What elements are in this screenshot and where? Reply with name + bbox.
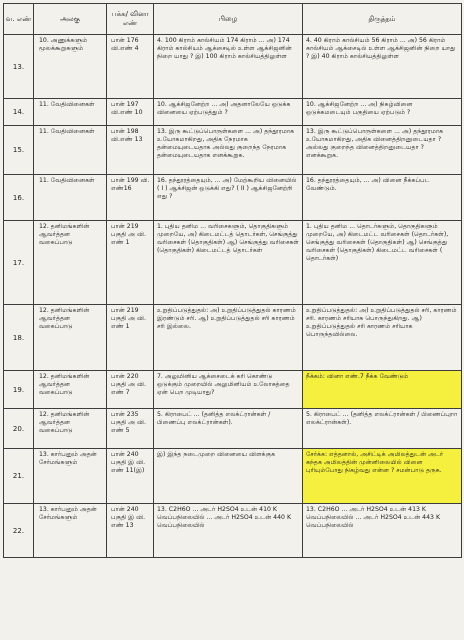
error-cell: 5. கிராபைட் ... (தனித்த எலக்ட்ரான்கள் / பிணைப்பு எலக்ட்ரான்கள்). <box>154 409 303 449</box>
header-page-question: பக்க/ வினா எண் <box>107 4 154 35</box>
header-lesson: அலகு <box>34 4 107 35</box>
correction-cell: சேர்க்க: எத்தனால், அசிட்டிக் அமிலத்துடன் அடர் கந்தக அமிலத்தின் முன்னிலையில் வினை புரியும்போது நிகழ்வது என்ன ? சமன்பாடு தருக. <box>303 449 462 504</box>
lesson-cell: 11. வேதிவினைகள் <box>34 175 107 221</box>
page-question-cell: பான் 219 பகுதி அ வி. எண் 1 <box>107 221 154 305</box>
header-correction: திருத்தம் <box>303 4 462 35</box>
error-cell: 4. 100 கிராம் கால்சியம் 174 கிராம் ... அ) 174 கிராம் கால்சியம் ஆக்சைடில் உள்ள ஆக்சிஜனின் நிறை யாது ? இ) 100 கிராம் கால்சியத்திலுள்ள <box>154 35 303 99</box>
header-row <box>4 4 462 35</box>
error-cell: இ) இந்த நடைமுறை வினையை விளக்குக <box>154 449 303 504</box>
serial-number-cell: 16. <box>4 175 34 221</box>
lesson-cell: 12. தனிமங்களின் ஆவர்த்தன வகைப்பாடு <box>34 409 107 449</box>
page-question-cell: பான் 219 பகுதி அ வி. எண் 1 <box>107 305 154 371</box>
serial-number-cell: 19. <box>4 371 34 409</box>
table-row <box>4 305 462 371</box>
table-row <box>4 504 462 558</box>
serial-number-cell: 20. <box>4 409 34 449</box>
serial-number-cell: 18. <box>4 305 34 371</box>
header-serial-number: வ. எண் <box>4 4 34 35</box>
correction-cell: 13. C2H6O ... அடர் H2SO4 உடன் 413 K வெப்பநிலையில் ... அடர் H2SO4 உடன் 443 K வெப்பநிலையில் <box>303 504 462 558</box>
error-cell: 13. C2H6O ... அடர் H2SO4 உடன் 410 K வெப்பநிலையில் ... அடர் H2SO4 உடன் 440 K வெப்பநிலையில் <box>154 504 303 558</box>
page-question-cell: பான் 235 பகுதி அ வி. எண் 5 <box>107 409 154 449</box>
table-row <box>4 126 462 175</box>
lesson-cell: 10. அணுக்களும் மூலக்கூறுகளும் <box>34 35 107 99</box>
lesson-cell: 12. தனிமங்களின் ஆவர்த்தன வகைப்பாடு <box>34 305 107 371</box>
correction-cell: 4. 40 கிராம் கால்சியம் 56 கிராம் ... அ) 56 கிராம் கால்சியம் ஆக்சைடில் உள்ள ஆக்சிஜனின் நிறை யாது ? இ) 40 கிராம் கால்சியத்திலுள்ள <box>303 35 462 99</box>
lesson-cell: 13. கார்பனும் அதன் சேர்மங்களும் <box>34 504 107 558</box>
correction-cell: 5. கிராபைட் ... (தனித்த எலக்ட்ரான்கள் / பிணைப்புறா எலக்ட்ரான்கள்). <box>303 409 462 449</box>
error-cell: 1. புதிய தனிம ... வரிசைகளும், தொகுதிகளும் முறையே, அ) கிடைமட்டத் தொடர்கள், செங்குத்து வரிசைகள் (தொகுதிகள்) ஆ) செங்குத்து வரிசைகள் (தொகுதிகள்) கிடைமட்டத் தொடர்கள் <box>154 221 303 305</box>
page-question-cell: பான் 176 வி.எண் 4 <box>107 35 154 99</box>
correction-cell: 10. ஆக்சிஜனேற்ற ... அ) நிகழ்வினை ஒடுக்கமடையும் பகுதியை ஏற்படும் ? <box>303 99 462 126</box>
correction-cell: உறுதிப்படுத்துதல்: அ) உறுதிப்படுத்துதல் சரி, காரணம் சரி. காரணம் சரியாக பொருந்துகிறது. ஆ) உறுதிப்படுத்துதல் சரி காரணம் சரியாக பொருந்தவில்லை. <box>303 305 462 371</box>
lesson-cell: 13. கார்பனும் அதன் சேர்மங்களும் <box>34 449 107 504</box>
page-question-cell: பான் 220 பகுதி அ வி. எண் 7 <box>107 371 154 409</box>
serial-number-cell: 17. <box>4 221 34 305</box>
page-question-cell: பான் 240 பகுதி இ வி. எண் 11(இ) <box>107 449 154 504</box>
serial-number-cell: 13. <box>4 35 34 99</box>
lesson-cell: 11. வேதிவினைகள் <box>34 99 107 126</box>
correction-cell: 16. தந்தூரத்தையும், ... அ) வினை நீக்கப்பட வேண்டும். <box>303 175 462 221</box>
table-row <box>4 449 462 504</box>
serial-number-cell: 15. <box>4 126 34 175</box>
page-question-cell: பான் 199 வி. எண்16 <box>107 175 154 221</box>
table-row <box>4 221 462 305</box>
errata-table <box>3 3 462 558</box>
table-row <box>4 35 462 99</box>
page-question-cell: பான் 240 பகுதி இ வி. எண் 13 <box>107 504 154 558</box>
lesson-cell: 11. வேதிவினைகள் <box>34 126 107 175</box>
serial-number-cell: 14. <box>4 99 34 126</box>
error-cell: உறுதிப்படுத்துதல்: அ) உறுதிப்படுத்துதல் காரணம் இரண்டும் சரி. ஆ) உறுதிப்படுத்துதல் சரி காரணம் சரி இல்லை. <box>154 305 303 371</box>
lesson-cell: 12. தனிமங்களின் ஆவர்த்தன வகைப்பாடு <box>34 371 107 409</box>
page-question-cell: பான் 197 வி.எண் 10 <box>107 99 154 126</box>
error-cell: 13. இரு கூட்டுப்பொருள்களை ... அ) தந்தூரமாக உயோகமாகிறது, அதிக நேரமாக தன்மையுடையதாக அல்லது குறைந்த நேரமாக தன்மையுடையதாக எனக்கூறுக. <box>154 126 303 175</box>
table-row <box>4 99 462 126</box>
serial-number-cell: 21. <box>4 449 34 504</box>
error-cell: 16. தந்தூரத்தையும், ... அ) மேற்கூறிய வினையில் ( I ) ஆக்சிஜன் ஒடுக்கி எது? ( II ) ஆக்சிஜனேற்றி எது ? <box>154 175 303 221</box>
correction-cell: 1. புதிய தனிம ... தொடர்களும், தொகுதிகளும் முறையே, அ) கிடைமட்ட வரிசைகள் (தொடர்கள்), செங்குத்து வரிசைகள் (தொகுதிகள்) ஆ) செங்குத்து வரிசைகள் (தொகுதிகள்) கிடைமட்ட வரிசைகள் ( தொடர்கள்) <box>303 221 462 305</box>
error-cell: 7. அலுமினிய ஆக்சைடைக் கரி கொண்டு ஒடுக்கும் முறையில் அலுமினியம் உலோகத்தை ஏன் பெற முடியாது? <box>154 371 303 409</box>
header-error: பிழை <box>154 4 303 35</box>
correction-cell: 13. இரு கூட்டுப்பொருள்களை ... அ) தந்தூரமாக உயோகமாகிறது, அதிக வினைத்திறனுடையதா ? அல்லது குறைந்த வினைத்திறனுடையதா ? எனக்கூறுக. <box>303 126 462 175</box>
serial-number-cell: 22. <box>4 504 34 558</box>
table-row <box>4 371 462 409</box>
table-row <box>4 175 462 221</box>
page-question-cell: பான் 198 வி.எண் 13 <box>107 126 154 175</box>
correction-cell: நீக்கம்: வினா எண்.7 நீக்க வேண்டும் <box>303 371 462 409</box>
table-row <box>4 409 462 449</box>
lesson-cell: 12. தனிமங்களின் ஆவர்த்தன வகைப்பாடு <box>34 221 107 305</box>
error-cell: 10. ஆக்சிஜனேற்ற ... அ) அதனாலேயே ஒடுக்க வினையை ஏற்படுத்தும் ? <box>154 99 303 126</box>
